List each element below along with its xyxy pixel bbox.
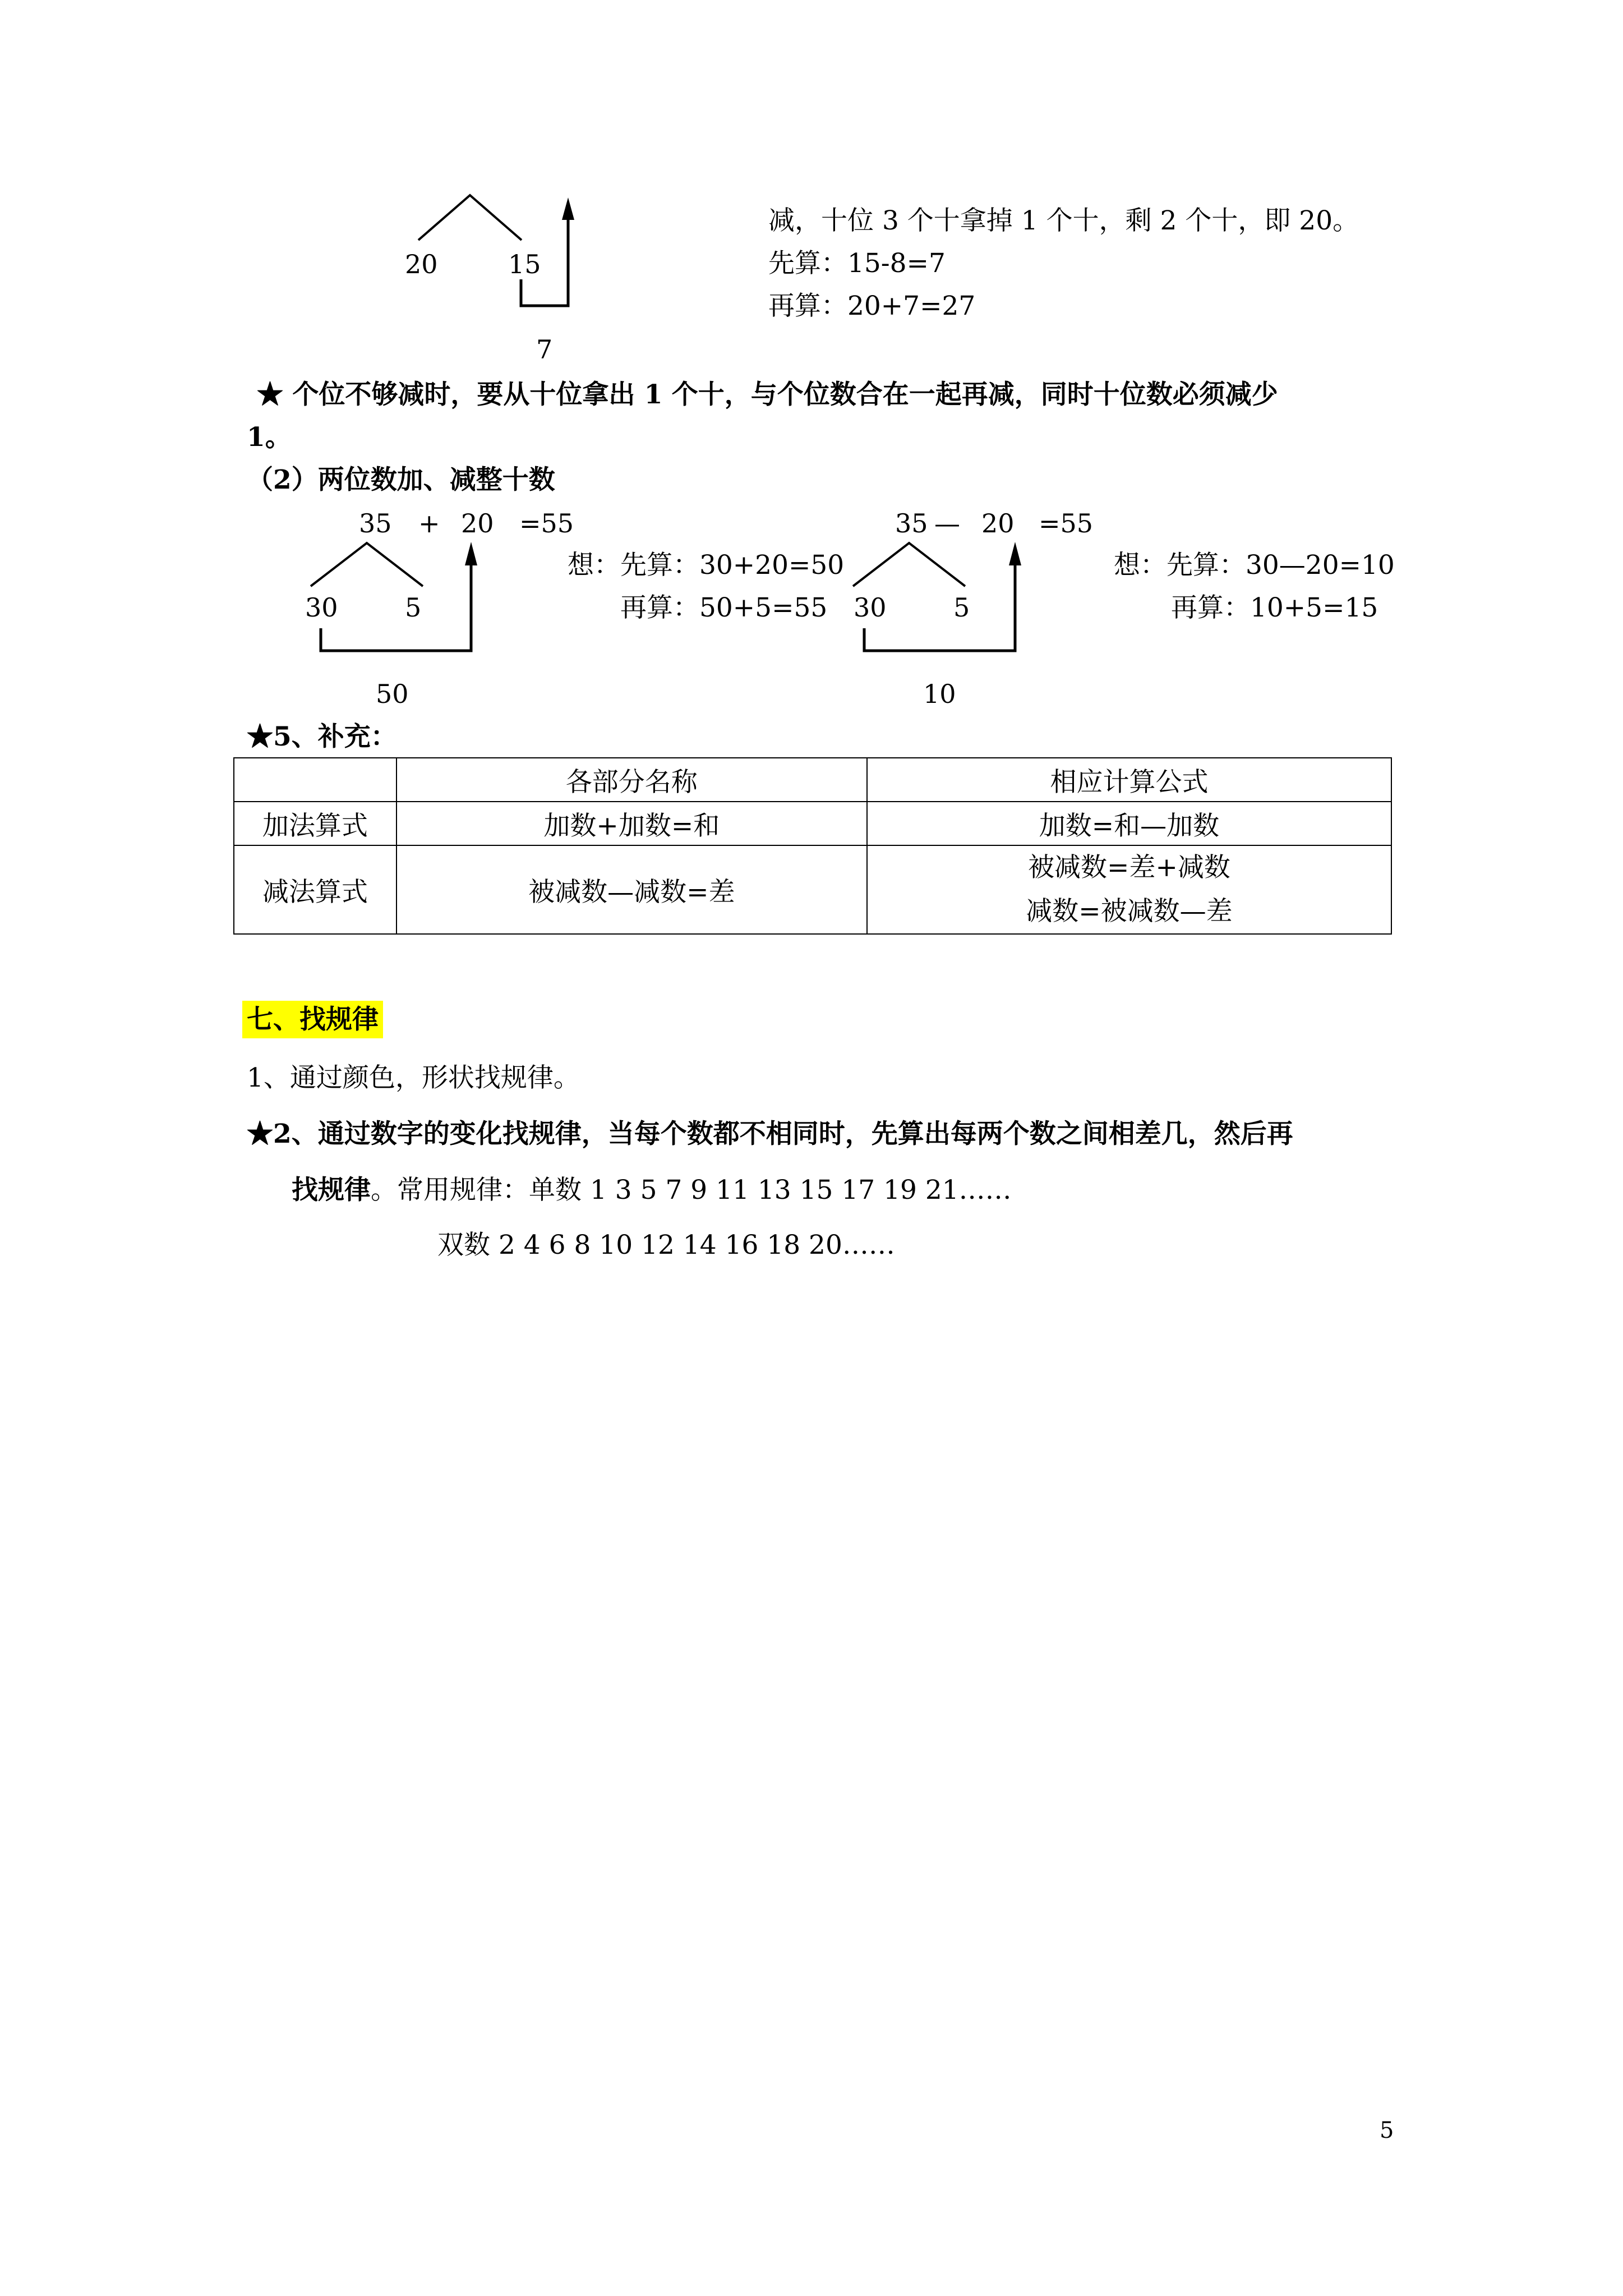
table-row [234, 845, 1391, 934]
section-title-highlight: 七、找规律 [242, 1001, 383, 1038]
add-operand-a: 35 [359, 508, 392, 539]
sub-result: =55 [1039, 508, 1094, 539]
table-cell-names: 加数+加数=和 [396, 802, 867, 845]
add-operand-b: 20 [461, 508, 494, 539]
formula-table [233, 757, 1392, 935]
table-cell-formulas [867, 845, 1391, 934]
sub-split-right: 5 [953, 592, 970, 623]
split-left-number: 20 [405, 249, 438, 279]
sub-think-2: 再算：10+5=15 [1171, 592, 1378, 623]
page-number: 5 [1380, 2118, 1394, 2143]
explanation-line-3: 再算：20+7=27 [768, 291, 976, 321]
split-bottom-number: 7 [536, 334, 553, 365]
add-split-left: 30 [305, 592, 338, 623]
add-operator: + [418, 508, 440, 539]
table-cell-names: 被减数—减数=差 [396, 845, 867, 934]
add-result: =55 [519, 508, 574, 539]
explanation-line-2: 先算：15-8=7 [768, 248, 946, 279]
add-think-2: 再算：50+5=55 [620, 592, 828, 623]
rule-common-patterns [292, 1177, 1012, 1203]
rule-color-shape: 1、通过颜色，形状找规律。 [247, 1062, 580, 1093]
table-row-label: 加法算式 [234, 802, 396, 845]
table-cell-formula: 加数=和—加数 [867, 802, 1391, 845]
rule-odd-numbers: 。常用规律：单数 1 3 5 7 9 11 13 15 17 19 21…… [371, 1175, 1012, 1205]
sub-split-left: 30 [854, 592, 887, 623]
table-row-label: 减法算式 [234, 845, 396, 934]
sub-bottom-number: 10 [923, 679, 956, 709]
add-bottom-number: 50 [376, 679, 409, 709]
section-title-find-pattern [242, 1006, 383, 1033]
table-row [234, 802, 1391, 845]
table-header-cell: 相应计算公式 [867, 758, 1391, 802]
table-header-cell: 各部分名称 [396, 758, 867, 802]
split-diagram-1 [418, 195, 574, 306]
sub-operand-a: 35 [895, 508, 928, 539]
add-think-1: 想：先算：30+20=50 [568, 550, 845, 581]
explanation-line-1: 减，十位 3 个十拿掉 1 个十，剩 2 个十，即 20。 [768, 205, 1359, 236]
sub-operand-b: 20 [981, 508, 1015, 539]
note-borrow-rule: ★ 个位不够减时，要从十位拿出 1 个十，与个位数合在一起再减，同时十位数必须减少 [257, 379, 1278, 410]
split-right-number: 15 [508, 249, 541, 279]
table-header-cell [234, 758, 396, 802]
rule-even-numbers: 双数 2 4 6 8 10 12 14 16 18 20…… [437, 1230, 895, 1260]
section-title-two-digit: （2）两位数加、减整十数 [247, 464, 555, 495]
rule-number-change: ★2、通过数字的变化找规律，当每个数都不相同时，先算出每两个数之间相差几，然后再 [247, 1119, 1293, 1149]
rule-find-pattern-bold: 找规律 [292, 1175, 371, 1205]
supplement-title: ★5、补充： [247, 721, 397, 752]
note-borrow-rule-cont: 1。 [247, 422, 292, 453]
table-cell-formula: 减数=被减数—差 [1026, 896, 1233, 927]
table-header-row [234, 758, 1391, 802]
table-cell-formula: 被减数=差+减数 [1028, 852, 1230, 883]
add-split-right: 5 [405, 592, 422, 623]
sub-think-1: 想：先算：30—20=10 [1114, 550, 1395, 581]
sub-operator: — [934, 508, 960, 539]
